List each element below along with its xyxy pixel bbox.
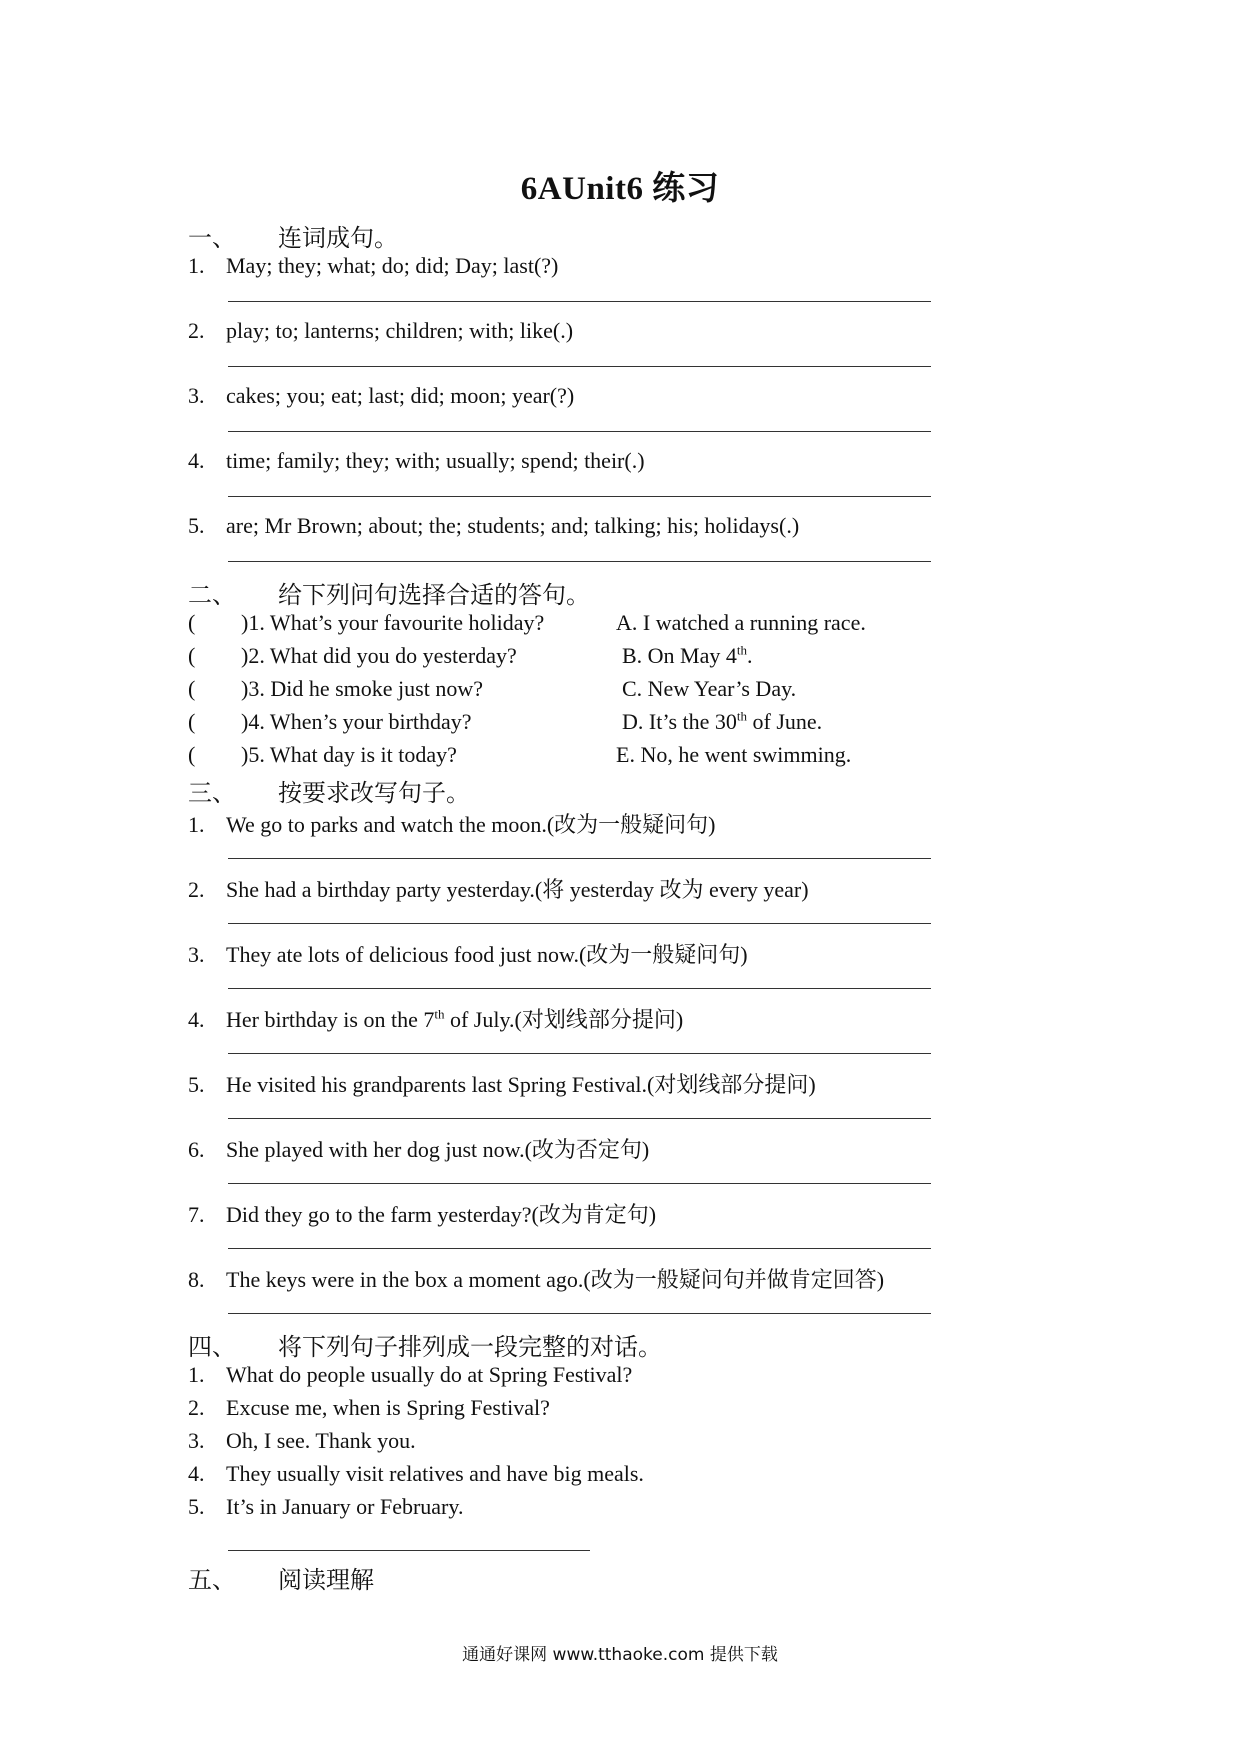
section-number: 一、 <box>188 226 236 252</box>
answer-line <box>228 366 931 367</box>
answer-line <box>228 496 931 497</box>
answer-line <box>228 1053 931 1054</box>
match-row: ( )4. When’s your birthday? D. It’s the 30th of June. <box>188 708 823 734</box>
answer-line <box>228 1183 931 1184</box>
match-row: ( )3. Did he smoke just now? C. New Year’s Day. <box>188 676 797 701</box>
list-item: 2. play; to; lanterns; children; with; like(.) <box>188 318 574 343</box>
list-item: 3. cakes; you; eat; last; did; moon; year(?) <box>188 383 575 408</box>
section-heading-5: 五、 阅读理解 <box>188 1568 374 1594</box>
list-item: 1. What do people usually do at Spring Festival? <box>188 1362 633 1387</box>
list-item: 2. Excuse me, when is Spring Festival? <box>188 1395 550 1420</box>
answer-line <box>228 1248 931 1249</box>
list-item: 3. Oh, I see. Thank you. <box>188 1428 416 1453</box>
section-title: 连词成句。 <box>278 226 398 252</box>
section-heading-4: 四、 将下列句子排列成一段完整的对话。 <box>188 1335 662 1361</box>
page-footer: 通通好课网 www.tthaoke.com 提供下载 <box>462 1645 778 1665</box>
answer-line <box>228 561 931 562</box>
list-item: 4. Her birthday is on the 7th of July.(对划线部分提问) <box>188 1006 684 1032</box>
list-item: 1. We go to parks and watch the moon.(改为一般疑问句) <box>188 812 716 837</box>
section-heading-2: 二、 给下列问句选择合适的答句。 <box>188 583 590 609</box>
answer-line <box>228 431 931 432</box>
list-item: 5. are; Mr Brown; about; the; students; and; talking; his; holidays(.) <box>188 513 800 538</box>
answer-line <box>228 858 931 859</box>
answer-line <box>228 1118 931 1119</box>
list-item: 7. Did they go to the farm yesterday?(改为肯定句) <box>188 1202 657 1227</box>
list-item: 5. He visited his grandparents last Spring Festival.(对划线部分提问) <box>188 1072 816 1097</box>
list-item: 2. She had a birthday party yesterday.(将 yesterday 改为 every year) <box>188 877 809 902</box>
section-heading-1 <box>188 218 398 253</box>
answer-line <box>228 923 931 924</box>
match-row: ( )1. What’s your favourite holiday? A. I watched a running race. <box>188 610 866 635</box>
answer-line <box>228 1313 931 1314</box>
page-title: 6AUnit6 练习 <box>520 171 720 207</box>
answer-line <box>228 988 931 989</box>
section-heading-3: 三、 按要求改写句子。 <box>188 781 470 807</box>
match-row: ( )2. What did you do yesterday? B. On May 4th. <box>188 642 753 668</box>
list-item: 8. The keys were in the box a moment ago.(改为一般疑问句并做肯定回答) <box>188 1267 885 1292</box>
list-item: 3. They ate lots of delicious food just now.(改为一般疑问句) <box>188 942 748 967</box>
list-item: 6. She played with her dog just now.(改为否定句) <box>188 1137 650 1162</box>
answer-line <box>228 1550 590 1551</box>
list-item: 5. It’s in January or February. <box>188 1494 464 1519</box>
match-row: ( )5. What day is it today? E. No, he went swimming. <box>188 742 852 767</box>
answer-line <box>228 301 931 302</box>
list-item: 1. May; they; what; do; did; Day; last(?) <box>188 253 559 278</box>
list-item: 4. time; family; they; with; usually; spend; their(.) <box>188 448 645 473</box>
list-item: 4. They usually visit relatives and have big meals. <box>188 1461 644 1486</box>
